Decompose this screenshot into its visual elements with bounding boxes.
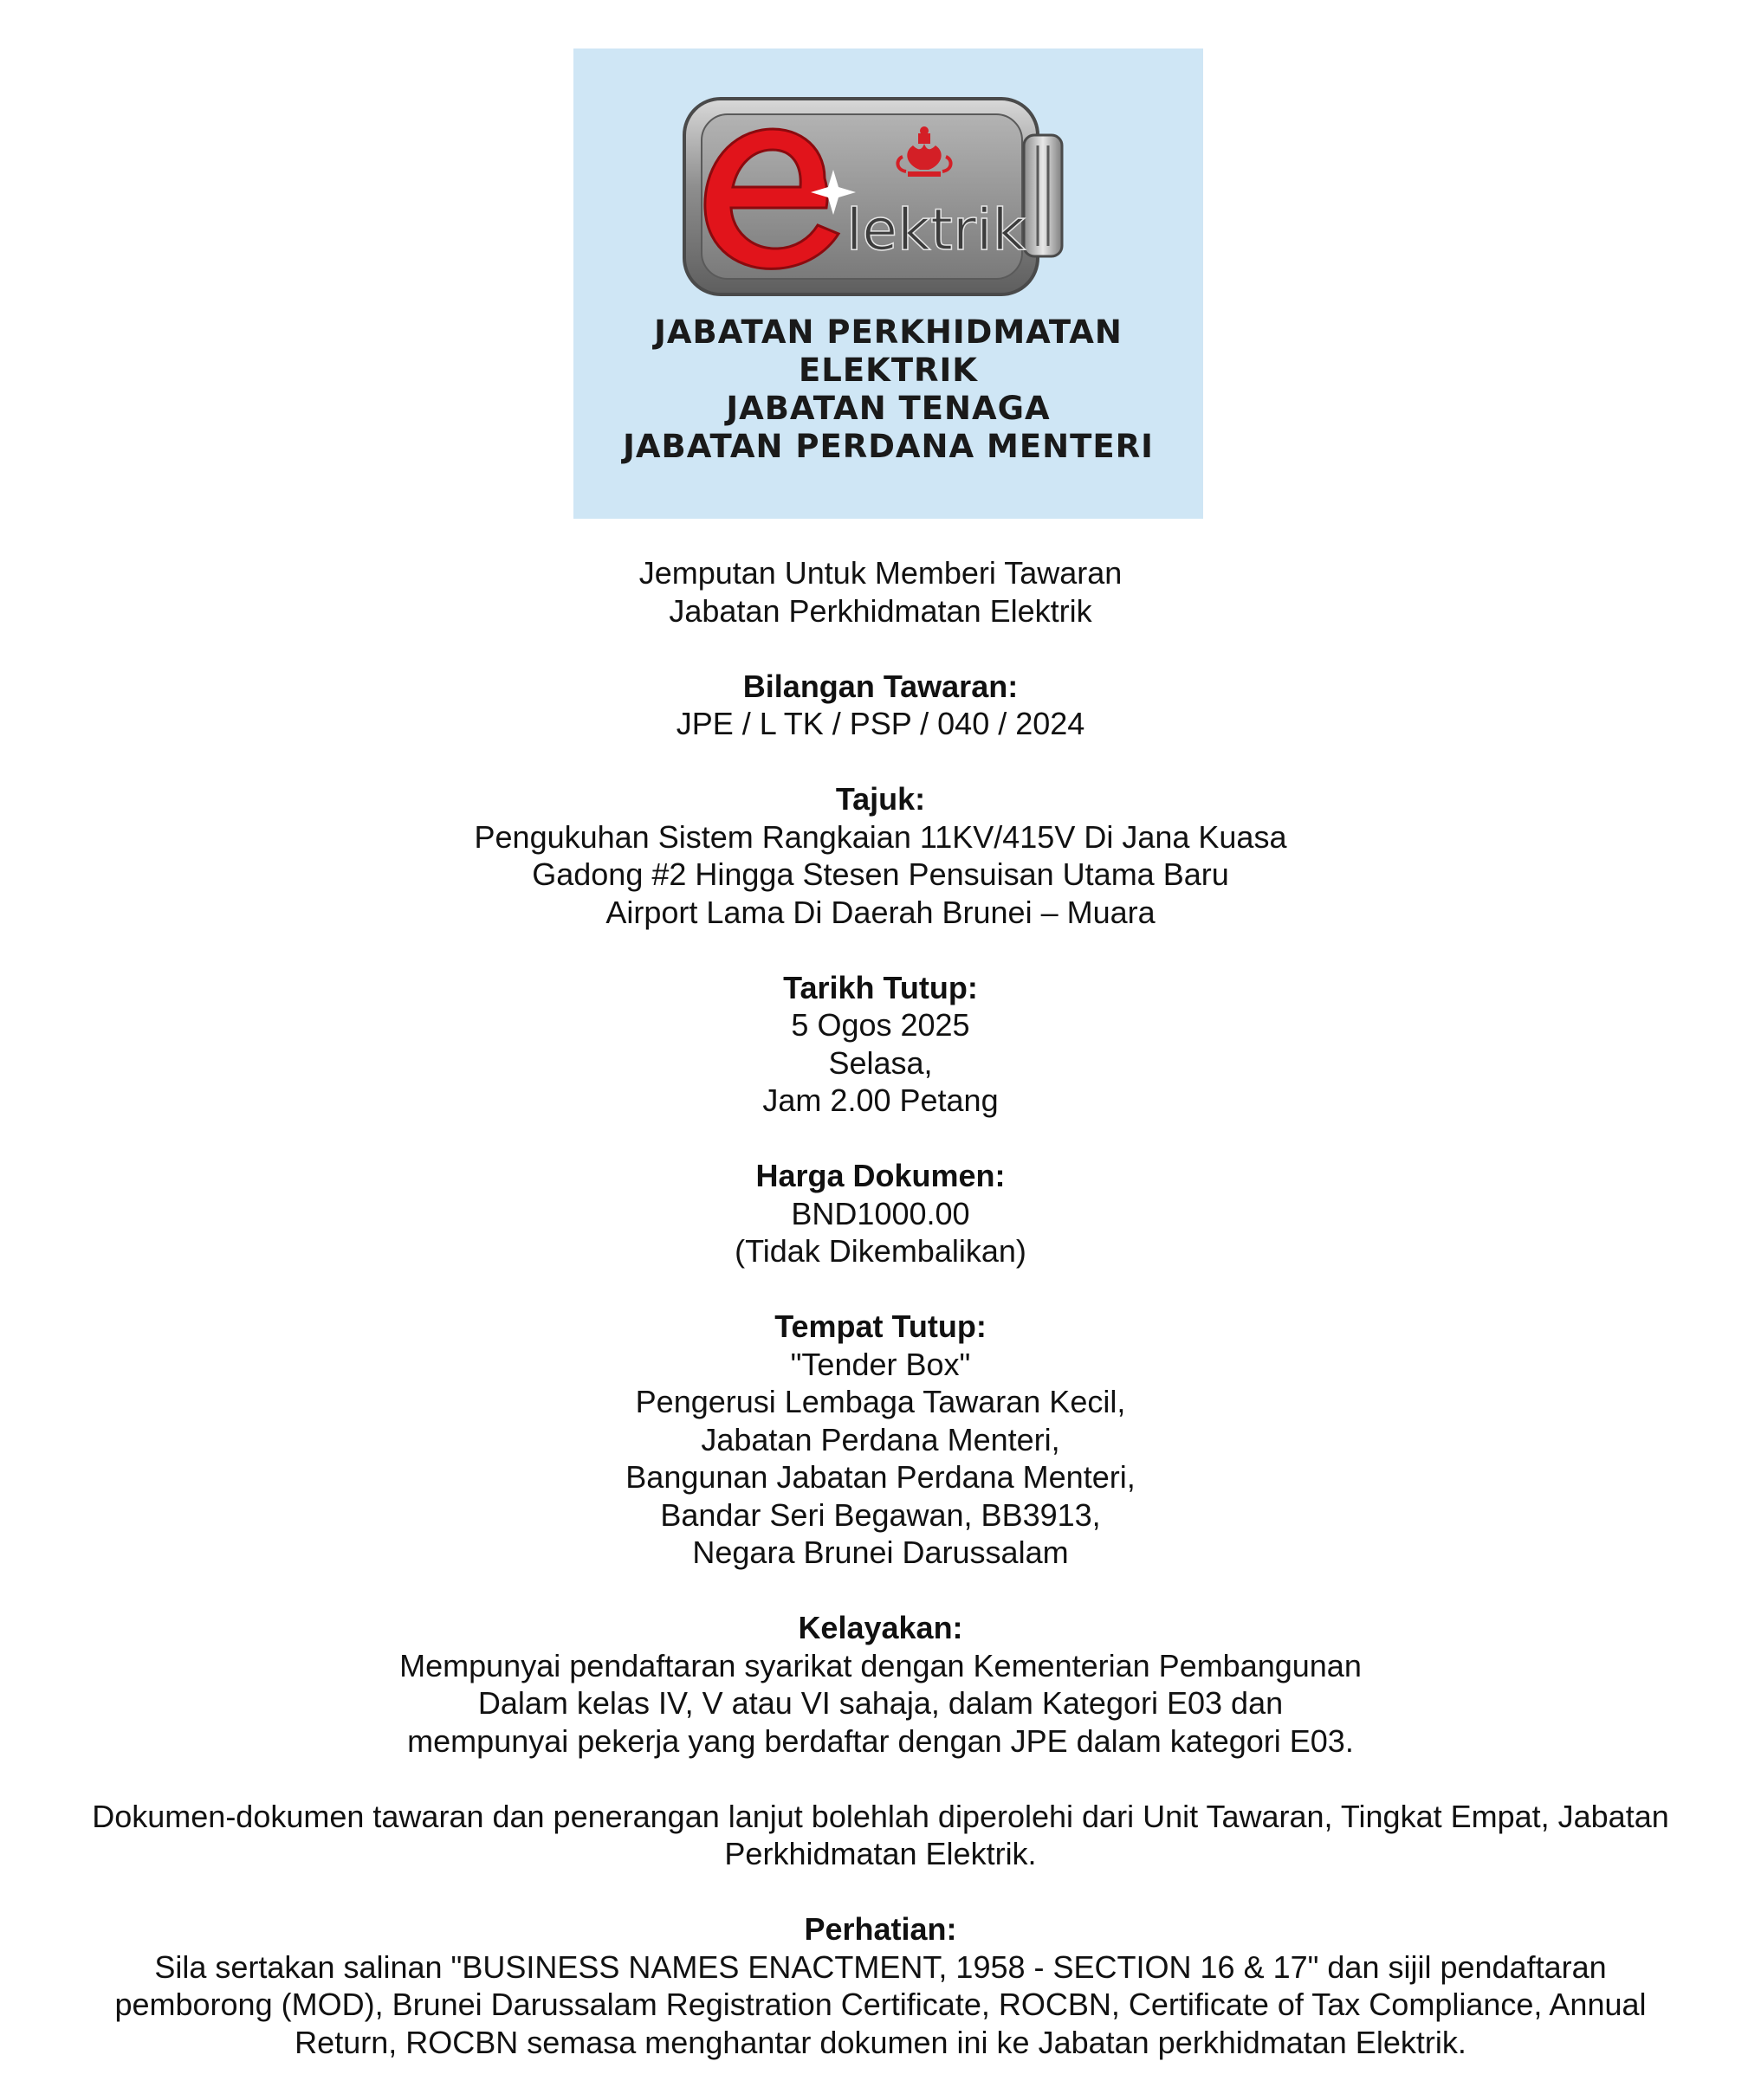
closing-date-line: Selasa,	[828, 1044, 933, 1081]
attention-line: pemborong (MOD), Brunei Darussalam Registration Certificate, ROCBN, Certificate of Tax Compliance, Annual	[114, 1987, 1647, 2022]
closing-place-label: Tempat Tutup:	[774, 1308, 987, 1344]
closing-place-line: Negara Brunei Darussalam	[692, 1535, 1069, 1570]
closing-place-line: Pengerusi Lembaga Tawaran Kecil,	[635, 1384, 1126, 1419]
document-price-line: BND1000.00	[791, 1195, 970, 1231]
title-line: Gadong #2 Hingga Stesen Pensuisan Utama Baru	[532, 856, 1229, 892]
documents-info-line: Perkhidmatan Elektrik.	[724, 1836, 1037, 1871]
intro-line: Jemputan Untuk Memberi Tawaran	[638, 555, 1123, 591]
closing-place-line: Bandar Seri Begawan, BB3913,	[660, 1496, 1101, 1533]
closing-place-line: Bangunan Jabatan Perdana Menteri,	[625, 1459, 1136, 1495]
department-logo	[573, 48, 1203, 519]
department-line: JABATAN PERKHIDMATAN	[654, 313, 1123, 351]
elektrik-emblem	[573, 48, 1203, 313]
title-line: Airport Lama Di Daerah Brunei – Muara	[605, 894, 1156, 930]
title-line: Pengukuhan Sistem Rangkaian 11KV/415V Di Jana Kuasa	[474, 818, 1287, 855]
documents-info-line: Dokumen-dokumen tawaran dan penerangan lanjut bolehlah diperolehi dari Unit Tawaran, Tingkat Empat, Jabatan	[92, 1798, 1669, 1834]
tender-number-value: JPE / L TK / PSP / 040 / 2024	[676, 706, 1085, 741]
document-price-label: Harga Dokumen:	[755, 1158, 1006, 1193]
closing-place-line: "Tender Box"	[790, 1346, 971, 1382]
department-line: JABATAN PERDANA MENTERI	[623, 428, 1154, 465]
closing-date-line: 5 Ogos 2025	[791, 1007, 970, 1043]
closing-date-line: Jam 2.00 Petang	[762, 1082, 999, 1118]
title-label: Tajuk:	[835, 781, 926, 817]
document-price-line: (Tidak Dikembalikan)	[735, 1233, 1026, 1269]
department-line: JABATAN TENAGA	[726, 390, 1051, 427]
brand-word: lektrik	[846, 197, 1026, 263]
eligibility-line: mempunyai pekerja yang berdaftar dengan JPE dalam kategori E03.	[407, 1722, 1354, 1759]
eligibility-label: Kelayakan:	[798, 1610, 963, 1645]
department-line: ELEKTRIK	[799, 352, 978, 389]
closing-date-label: Tarikh Tutup:	[783, 969, 978, 1005]
tender-notice	[35, 554, 1726, 2061]
attention-line: Return, ROCBN semasa menghantar dokumen ini ke Jabatan perkhidmatan Elektrik.	[295, 2024, 1466, 2060]
attention-line: Sila sertakan salinan "BUSINESS NAMES ENACTMENT, 1958 - SECTION 16 & 17" dan sijil pendaftaran	[154, 1948, 1607, 1985]
attention-label: Perhatian:	[804, 1911, 957, 1947]
eligibility-line: Mempunyai pendaftaran syarikat dengan Kementerian Pembangunan	[399, 1647, 1362, 1683]
department-name-block	[573, 313, 1203, 466]
eligibility-line: Dalam kelas IV, V atau VI sahaja, dalam Kategori E03 dan	[477, 1685, 1284, 1721]
intro-line: Jabatan Perkhidmatan Elektrik	[669, 592, 1092, 629]
closing-place-line: Jabatan Perdana Menteri,	[701, 1421, 1060, 1457]
tender-number-label: Bilangan Tawaran:	[742, 668, 1019, 704]
